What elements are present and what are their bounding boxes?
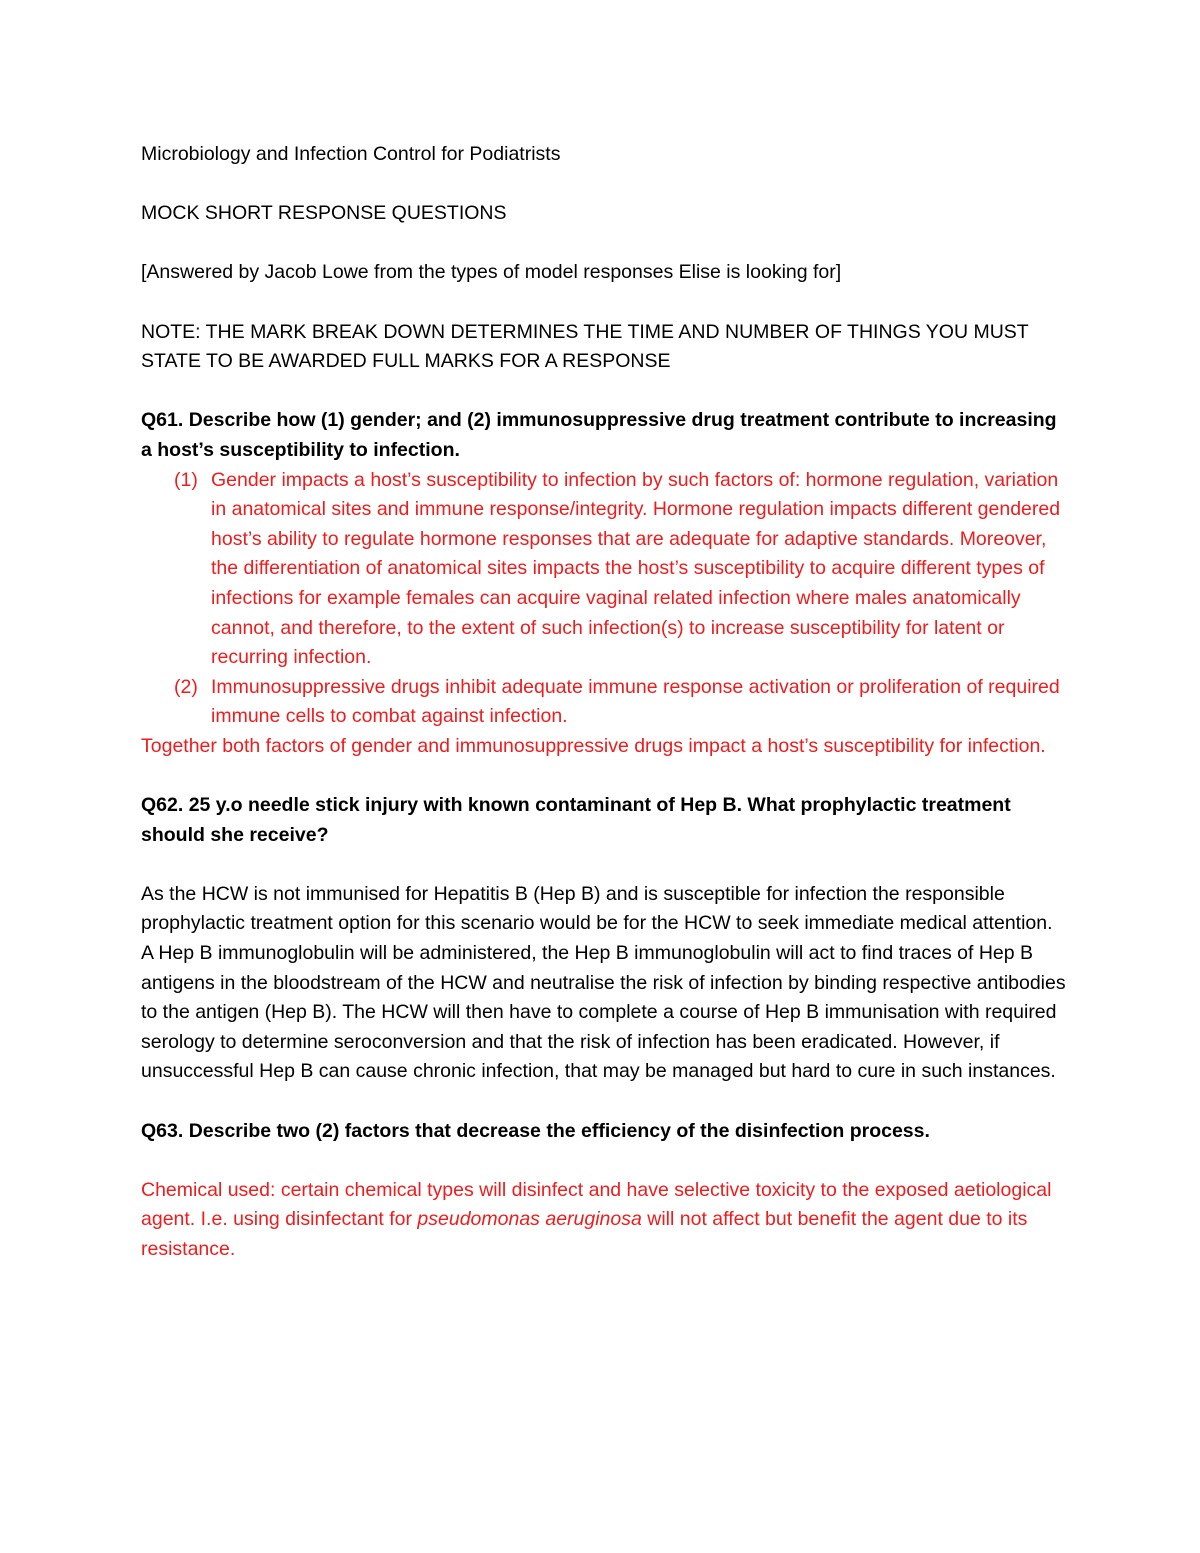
attribution: [Answered by Jacob Lowe from the types of model responses Elise is looking for]	[141, 261, 842, 284]
note: NOTE: THE MARK BREAK DOWN DETERMINES THE TIME AND NUMBER OF THINGS YOU MUST STATE TO BE AWARDED FULL MARKS FOR A RESPONSE	[141, 320, 1029, 373]
answer-q63	[141, 1176, 1066, 1265]
answer-q61-conclusion: Together both factors of gender and immunosuppressive drugs impact a host’s susceptibility for infection.	[141, 734, 1046, 757]
answer-q63-organism: pseudomonas aeruginosa	[417, 1208, 642, 1231]
list-number: (2)	[174, 675, 198, 698]
answer-q63-text-1: Chemical used: certain chemical types will disinfect and have selective toxicity to the exposed aetiological agent. I.e. using disinfectant for	[141, 1178, 1052, 1231]
answer-q61-item-1	[141, 466, 1066, 673]
section-title: MOCK SHORT RESPONSE QUESTIONS	[141, 202, 507, 225]
answer-q62: As the HCW is not immunised for Hepatitis B (Hep B) and is susceptible for infection the responsible prophylactic treatment option for this scenario would be for the HCW to seek immediate medical attention. A Hep B immunoglobulin will be administered, the Hep B immunoglobulin will act to find traces of Hep B antigens in the bloodstream of the HCW and neutralise the risk of infection by binding respective antibodies to the antigen (Hep B). The HCW will then have to complete a course of Hep B immunisation with required serology to determine seroconversion and that the risk of infection has been eradicated. However, if unsuccessful Hep B can cause chronic infection, that may be managed but hard to cure in such instances.	[141, 882, 1066, 1083]
answer-q61-item-2	[141, 673, 1066, 732]
list-text: Gender impacts a host’s susceptibility to infection by such factors of: hormone regulation, variation in anatomical sites and immune response/integrity. Hormone regulation impacts different gendered host’s ability to regulate hormone responses that are adequate for adaptive standards. Moreover, the differentiation of anatomical sites impacts the host’s susceptibility to acquire different types of infections for example females can acquire vaginal related infection where males anatomically cannot, and therefore, to the extent of such infection(s) to increase susceptibility for latent or recurring infection.	[211, 468, 1061, 669]
document-page	[141, 140, 1066, 1265]
answer-q63-text-2: will not affect but benefit the agent due to its resistance.	[141, 1208, 1028, 1260]
question-q63: Q63. Describe two (2) factors that decrease the efficiency of the disinfection process.	[141, 1119, 930, 1142]
list-text: Immunosuppressive drugs inhibit adequate immune response activation or proliferation of required immune cells to combat against infection.	[211, 675, 1060, 728]
answer-q61-list	[141, 466, 1066, 732]
course-title: Microbiology and Infection Control for Podiatrists	[141, 143, 561, 165]
question-q62: Q62. 25 y.o needle stick injury with known contaminant of Hep B. What prophylactic treatment should she receive?	[141, 794, 1011, 846]
list-number: (1)	[174, 468, 198, 491]
question-q61: Q61. Describe how (1) gender; and (2) immunosuppressive drug treatment contribute to increasing a host’s susceptibility to infection.	[141, 409, 1057, 461]
